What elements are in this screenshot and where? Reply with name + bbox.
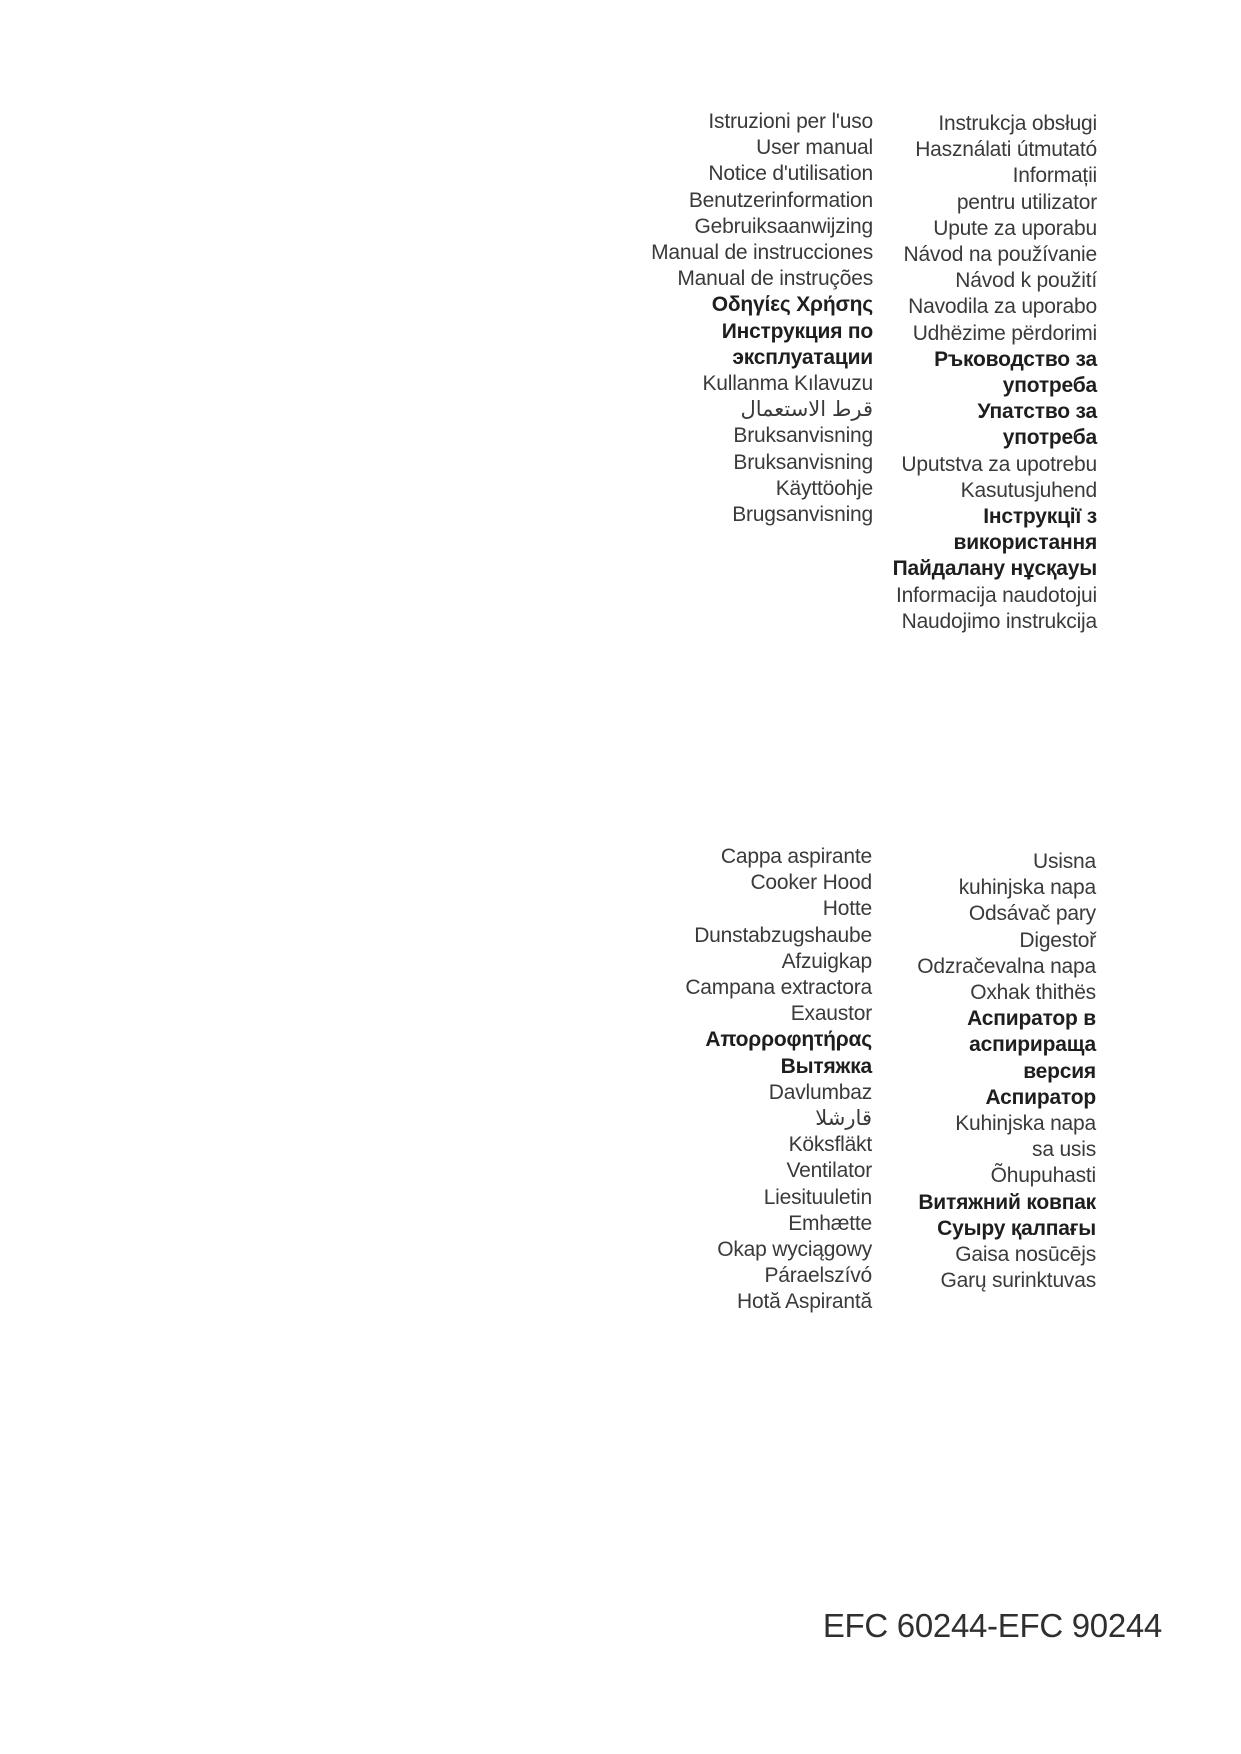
text-line: употреба: [1002, 426, 1097, 450]
manual-titles-left: [651, 109, 873, 528]
text-line: Упатство за: [977, 400, 1097, 424]
text-line: Usisna: [1033, 850, 1096, 873]
text-line: Használati útmutató: [915, 138, 1097, 162]
text-line: Käyttöohje: [775, 476, 873, 500]
text-line: Informații: [1012, 164, 1097, 188]
text-line: Аспиратор: [985, 1085, 1096, 1109]
text-line: Istruzioni per l'uso: [708, 110, 873, 133]
text-line: Hotă Aspirantă: [737, 1290, 872, 1314]
text-line: Bruksanvisning: [733, 450, 873, 474]
text-line: Kullanma Kılavuzu: [702, 372, 873, 396]
text-line: User manual: [756, 136, 873, 160]
text-line: эксплуатации: [732, 345, 873, 369]
text-line: Manual de instrucciones: [651, 241, 873, 265]
text-line: Odsávač pary: [968, 902, 1096, 926]
text-line: Digestoř: [1019, 928, 1096, 952]
text-line: Cappa aspirante: [720, 845, 872, 868]
text-line: Пайдалану нұсқауы: [892, 557, 1097, 581]
text-line: Benutzerinformation: [688, 188, 873, 212]
text-line: Суыру қалпағы: [937, 1216, 1096, 1240]
text-line: pentru utilizator: [956, 190, 1097, 214]
text-line: Liesituuletin: [763, 1185, 872, 1209]
text-line: Upute za uporabu: [933, 216, 1097, 240]
text-line: Hotte: [822, 897, 872, 921]
text-line: Naudojimo instrukcija: [901, 609, 1097, 633]
text-line: Manual de instruções: [677, 267, 873, 291]
text-line: Návod na používanie: [903, 243, 1097, 267]
text-line: sa usis: [1032, 1138, 1096, 1162]
text-line: قرط الاستعمال: [740, 398, 873, 422]
text-line: Odzračevalna napa: [917, 954, 1096, 978]
text-line: Õhupuhasti: [990, 1164, 1096, 1188]
text-line: Uputstva za upotrebu: [901, 452, 1097, 476]
text-line: Інструкції з: [983, 505, 1097, 529]
text-line: Garų surinktuvas: [940, 1269, 1096, 1293]
text-line: Emhætte: [788, 1211, 872, 1235]
text-line: Dunstabzugshaube: [694, 923, 872, 947]
text-line: Cooker Hood: [750, 871, 872, 895]
text-line: Exaustor: [790, 1002, 872, 1026]
text-line: kuhinjska napa: [958, 876, 1096, 900]
text-line: Udhëzime përdorimi: [912, 321, 1097, 345]
text-line: Инструкция по: [721, 319, 873, 343]
product-names-left: [685, 844, 872, 1316]
text-line: Oxhak thithës: [970, 981, 1096, 1005]
text-line: Bruksanvisning: [733, 424, 873, 448]
text-line: Brugsanvisning: [732, 503, 873, 527]
text-line: Витяжний ковпак: [918, 1190, 1096, 1214]
text-line: Ръководство за: [934, 347, 1097, 371]
text-line: Вытяжка: [780, 1054, 872, 1078]
text-line: Notice d'utilisation: [708, 162, 873, 186]
text-line: Afzuigkap: [781, 949, 872, 973]
text-line: Davlumbaz: [768, 1080, 872, 1104]
model-code: EFC 60244-EFC 90244: [822, 1607, 1162, 1644]
text-line: версия: [1023, 1059, 1096, 1083]
text-line: Kasutusjuhend: [960, 478, 1097, 502]
text-line: Οδηγίες Χρήσης: [711, 293, 873, 317]
text-line: Аспиратор в: [967, 1007, 1096, 1031]
text-line: Instrukcja obsługi: [938, 112, 1097, 135]
text-line: Gaisa nosūcējs: [955, 1243, 1096, 1267]
product-names-right: [917, 849, 1096, 1294]
text-line: Kuhinjska napa: [955, 1112, 1096, 1136]
text-line: Campana extractora: [685, 976, 872, 1000]
text-line: використання: [953, 531, 1097, 555]
text-line: Gebruiksaanwijzing: [694, 214, 873, 238]
text-line: Ventilator: [786, 1159, 872, 1183]
text-line: قارشلا: [815, 1107, 872, 1131]
text-line: употреба: [1002, 374, 1097, 398]
manual-titles-right: [893, 111, 1097, 635]
text-line: Páraelszívó: [764, 1264, 872, 1288]
text-line: Okap wyciągowy: [717, 1238, 872, 1262]
text-line: Απορροφητήρας: [705, 1028, 872, 1052]
text-line: аспирираща: [969, 1033, 1096, 1057]
text-line: Köksfläkt: [788, 1133, 872, 1157]
text-line: Informacija naudotojui: [895, 583, 1097, 607]
text-line: Navodila za uporabo: [908, 295, 1097, 319]
text-line: Návod k použití: [955, 269, 1097, 293]
